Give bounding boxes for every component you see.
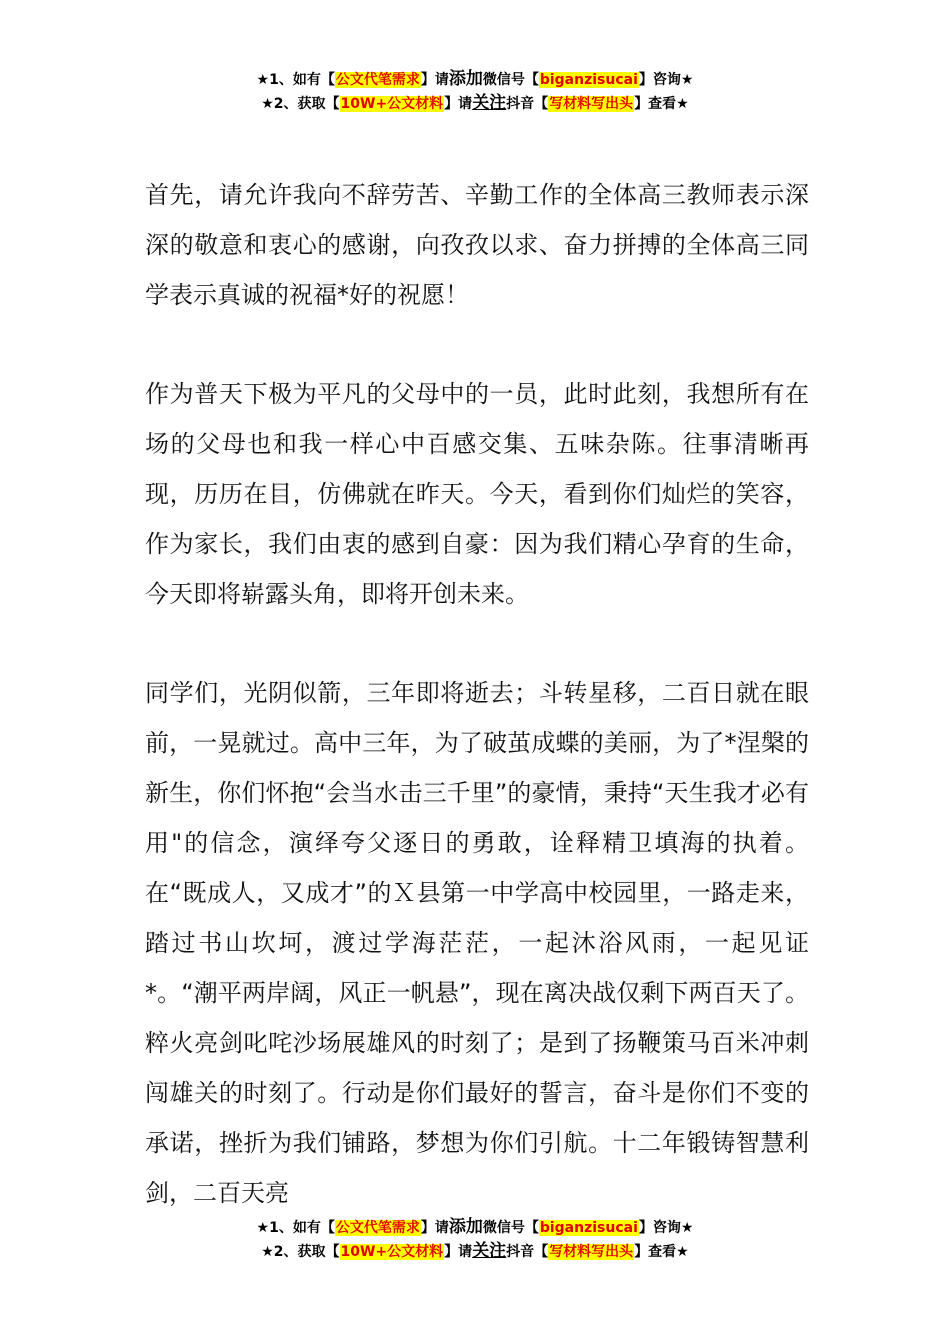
paragraph: 同学们，光阴似箭，三年即将逝去；斗转星移，二百日就在眼前，一晃就过。高中三年，为了破茧成蝶的美丽，为了*涅槃的新生，你们怀抱“会当水击三千里”的豪情，秉持“天生我才必有用"的信念，演绎夸父逐日的勇敢，诠释精卫填海的执着。在“既成人，又成才”的Ｘ县第一中学高中校园里，一路走来，踏过书山坎坷，渡过学海茫茫，一起沐浴风雨，一起见证*。“潮平两岸阔，风正一帆悬”，现在离决战仅剩下两百天了。粹火亮剑叱咤沙场展雄风的时刻了；是到了扬鞭策马百米冲刺闯雄关的时刻了。行动是你们最好的誓言，奋斗是你们不变的承诺，挫折为我们铺路，梦想为你们引航。十二年锻铸智慧利剑，二百天亮 <box>145 679 809 1207</box>
highlight-materials: 10W+公文材料 <box>340 1244 444 1260</box>
highlight-service: 公文代笔需求 <box>335 72 420 88</box>
highlight-materials: 10W+公文材料 <box>340 96 444 112</box>
header-banner <box>0 68 950 116</box>
highlight-douyin: 写材料写出头 <box>549 96 634 112</box>
paragraph: 首先，请允许我向不辞劳苦、辛勤工作的全体高三教师表示深深的敬意和衷心的感谢，向孜孜以求、奋力拼搏的全体高三同学表示真诚的祝福*好的祝愿！ <box>145 181 809 309</box>
document-body <box>145 170 809 1267</box>
banner-line-1: ★1、如有【公文代笔需求】请添加微信号【biganzisucai】咨询★ <box>256 69 694 89</box>
footer-banner <box>0 1216 950 1264</box>
highlight-wechat-id: biganzisucai <box>539 72 638 88</box>
highlight-service: 公文代笔需求 <box>335 1220 420 1236</box>
banner-line-1: ★1、如有【公文代笔需求】请添加微信号【biganzisucai】咨询★ <box>256 1217 694 1237</box>
banner-line-2: ★2、获取【10W+公文材料】请关注抖音【写材料写出头】查看★ <box>261 1241 689 1261</box>
banner-line-2: ★2、获取【10W+公文材料】请关注抖音【写材料写出头】查看★ <box>261 93 689 113</box>
paragraph: 作为普天下极为平凡的父母中的一员，此时此刻，我想所有在场的父母也和我一样心中百感交集、五味杂陈。往事清晰再现，历历在目，仿佛就在昨天。今天，看到你们灿烂的笑容，作为家长，我们由衷的感到自豪：因为我们精心孕育的生命，今天即将崭露头角，即将开创未来。 <box>145 380 809 608</box>
highlight-wechat-id: biganzisucai <box>539 1220 638 1236</box>
highlight-douyin: 写材料写出头 <box>549 1244 634 1260</box>
